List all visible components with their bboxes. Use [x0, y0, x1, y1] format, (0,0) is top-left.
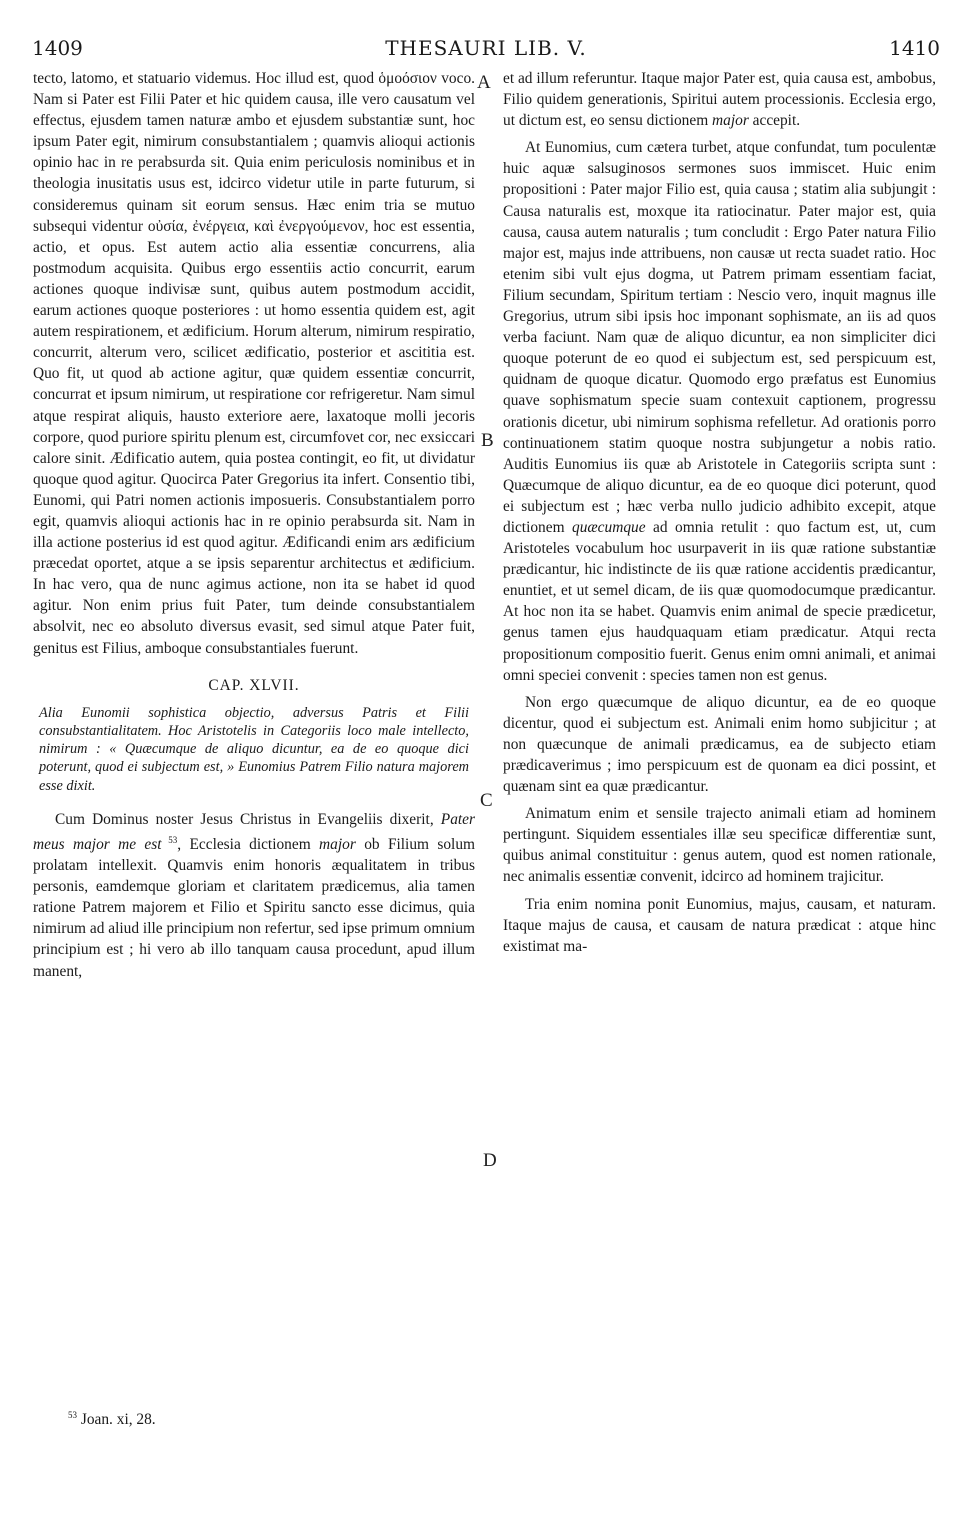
left-paragraph-1: tecto, latomo, et statuario videmus. Hoc illud est, quod ὁμοόσιον voco. Nam si Pater est Filii Pater et hic quidem causa, ille vero causatum vel effectus, ejusdem tamen naturæ ambo et ejusdem substantiæ sunt, hoc ipsum Pater egit, nimirum consubstantialem ; quamvis alioqui actionis opinio hac in re perabsurda sit. Quia enim periculosis nominibus et in theologia inusitatis usus est, idcirco videtur utile in parte futurum, si consideremus quinam sit eorum sensus. Hæc enim tria se mutuo subsequi videntur οὐσία, ἐνέργεια, καὶ ἐνεργούμενον, hoc est essentia, actio, et opus. Est autem actio alia essentiæ concurrens, alia postmodum acquisita. Quibus ergo essentiis actio concurrit, earum actiones quoque indivisæ sunt, quibus autem postmodum accidit, earum actiones quoque posteriores : ut homo essentia quidem est, agit autem respirationem, et ædificium. Horum alterum, nimirum respiratio, concurrit, alterum vero, scilicet ædificatio, posterior et ascititia est. Quo fit, ut quod ab actione agitur, quæ quidem essentiæ concurrit, concurrat et ipsum nimirum, ut respiratione cor refrigeretur. Nam simul atque respirat aliquis, hausto exteriore aere, laxatoque molli jecoris corpore, quod puriore spiritu plenum est, circumfovet cor, nec exsiccari calore sinit. Ædificatio autem, quia postea contingit, eo fit, ut dividatur quoque quod agitur. Quocirca Pater Gregorius ita infert. Consentio tibi, Eunomi, qui Patri nomen actionis imposueris. Consubstantialem porro egit, quamvis alioqui actionis hac in re opinio perabsurda sit. Nam in illa actione posterius id est quod agitur. Ædificandi enim ars ædificium præcedat oportet, atque a se ipsis separentur architectus et ædificium. In hac vero, qua de nunc agimus actione, non ita se habet id quod agitur. Non enim prius fuit Pater, tum deinde consubstantialem absolvit, nec eo absoluto diversus evasit, sed simul atque Pater fuit, genitus est Filius, amboque consubstantiales fuerunt.: [33, 70, 475, 657]
running-title: THESAURI LIB. V.: [385, 36, 587, 60]
margin-letter-c: C: [480, 790, 493, 811]
term-quaecumque: quæcumque: [572, 518, 646, 536]
r-p2-text: At Eunomius, cum cætera turbet, atque confundat, tum poculentæ huic aquæ salsuginosos sermones suos immiscet. Huic enim propositioni : Pater major Filio est, quia causa ; statim alia subjungit : Causa naturalis est, moxque ita ratiocinatur. Pater major est, quia causa, causa autem naturalis ; tum concludit : Ergo Pater natura Filio major est, majus inde attribuens, non causæ ut recta suadet ratio. Hoc etenim sibi vult ejus dogma, ut Patrem primam essentiam faciat, Filium secundam, Spiritum tertiam : Nescio vero, inquit magnus ille Gregorius, utrum sibi ipsis hoc imponant sophismate, an iis ad quos verba faciunt. Nam quæ de aliquo dicuntur, ea non simpliciter dici quoque poterunt de eo quod ei subjectum est, sed perspicuum est, quidnam de quoque dicatur. Quomodo ergo præfatus est Eunomius quave sophismatum specie suam contexuit captionem, progressu orationis dicetur, ubi nimirum sophisma refelletur. Ad orationis porro continuationem statim quoque nostra subjungetur a nobis ratio. Auditis Eunomius iis quæ ab Aristotele in Categoriis scripta sunt : Quæcumque de aliquo dicuntur, ea de eo quoque dici poterunt, quod ei subjectum est ; hæc verba nullo judicio adhibito excepit, atque dictionem: [503, 139, 936, 536]
right-paragraph-2: [503, 137, 936, 685]
term-major: major: [319, 835, 356, 853]
right-page-number: 1410: [889, 36, 940, 60]
left-page-number: 1409: [32, 36, 83, 60]
chapter-heading: CAP. XLVII.: [208, 676, 300, 694]
p2-after: ob Filium solum prolatam intellexit. Quamvis enim honoris æqualitatem in tribus personis, eamdemque gloriam et claritatem prædicemus, alia tamen ratione Patrem majorem et Filio et Spiritu sancto esse dicimus, quia nimirum ad aliud ille principium non refertur, sed ipse primum omnium principium est ; hi vero ab illo tanquam causa procedunt, apud illum manent,: [33, 835, 475, 980]
r-p1-after: accepit.: [748, 112, 801, 130]
scripture-quote: Pater meus major me est: [33, 810, 475, 853]
r-p2-after: ad omnia retulit : quo factum est, ut, cum Aristoteles vocabulum hoc usurpaverit in iis quæ ratione substantiæ prædicantur, hic indistincte de iis quæ ratione accidentis prædicantur, enuntiet, et ut semel dicam, de iis quæ quomodocumque prædicantur. At hoc non ita se habet. Quamvis enim animal de specie prædicetur, genus tamen ejus haudquaquam etiam prædicatur. Atqui recta propositionum compositio fuerit. Genus enim omni animali, et animai omni speciei convenit : species tamen non est genus.: [503, 518, 936, 684]
right-paragraph-4: Animatum enim et sensile trajecto animali etiam ad hominem pertingunt. Siquidem essentiales illæ seu specificæ differentiæ sunt, quibus animal constituitur : genus autem, quod est nomen rationale, nec animalis essentiæ convenit, idcirco ad hominem trajicitur.: [503, 805, 936, 886]
footnote-number: 53: [68, 1410, 77, 1420]
right-column: [503, 68, 936, 957]
margin-letter-b: B: [481, 430, 494, 451]
right-paragraph-1: [503, 68, 936, 131]
term-major-right: major: [712, 112, 749, 130]
r-p1-before: et ad illum referuntur. Itaque major Pater est, quia causa est, ambobus, Filio quidem generationis, Spiritui autem processionis. Ecclesia ergo, ut dictum est, eo sensu dictionem: [503, 70, 936, 130]
margin-letter-a: A: [477, 72, 491, 93]
chapter-summary: Alia Eunomii sophistica objectio, adversus Patris et Filii consubstantialitatem. Hoc Aristotelis in Categoriis loco male intellecto, nimirum : « Quæcumque de aliquo dicuntur, ea de eo quoque dici poterunt, quod ei subjectum est, » Eunomius Patrem Filio natura majorem esse dixit.: [39, 704, 469, 794]
p2-before: Cum Dominus noster Jesus Christus in Evangeliis dixerit,: [55, 810, 441, 828]
left-column: [33, 68, 475, 982]
margin-letter-d: D: [483, 1150, 497, 1171]
footnote-text: Joan. xi, 28.: [77, 1411, 156, 1429]
footnote-reference: 53: [161, 834, 178, 845]
right-paragraph-3: Non ergo quæcumque de aliquo dicuntur, ea de eo quoque dicentur, quod ei subjectum est. Animali enim homo subjicitur ; at non quæcunque de animali prædicamus, ea de subjecto etiam prædicaverimus ; imo perspicuum est de quonam ea dici possint, et quænam sint ea quæ prædicantur.: [503, 693, 936, 796]
right-paragraph-5: Tria enim nomina ponit Eunomius, majus, causam, et naturam. Itaque majus de causa, et causam de natura prædicat : atque hinc existimat ma-: [503, 895, 936, 955]
p2-middle: , Ecclesia dictionem: [177, 835, 320, 853]
footnote: [68, 1410, 156, 1429]
page-header: [32, 36, 940, 66]
left-paragraph-2: [33, 809, 475, 982]
